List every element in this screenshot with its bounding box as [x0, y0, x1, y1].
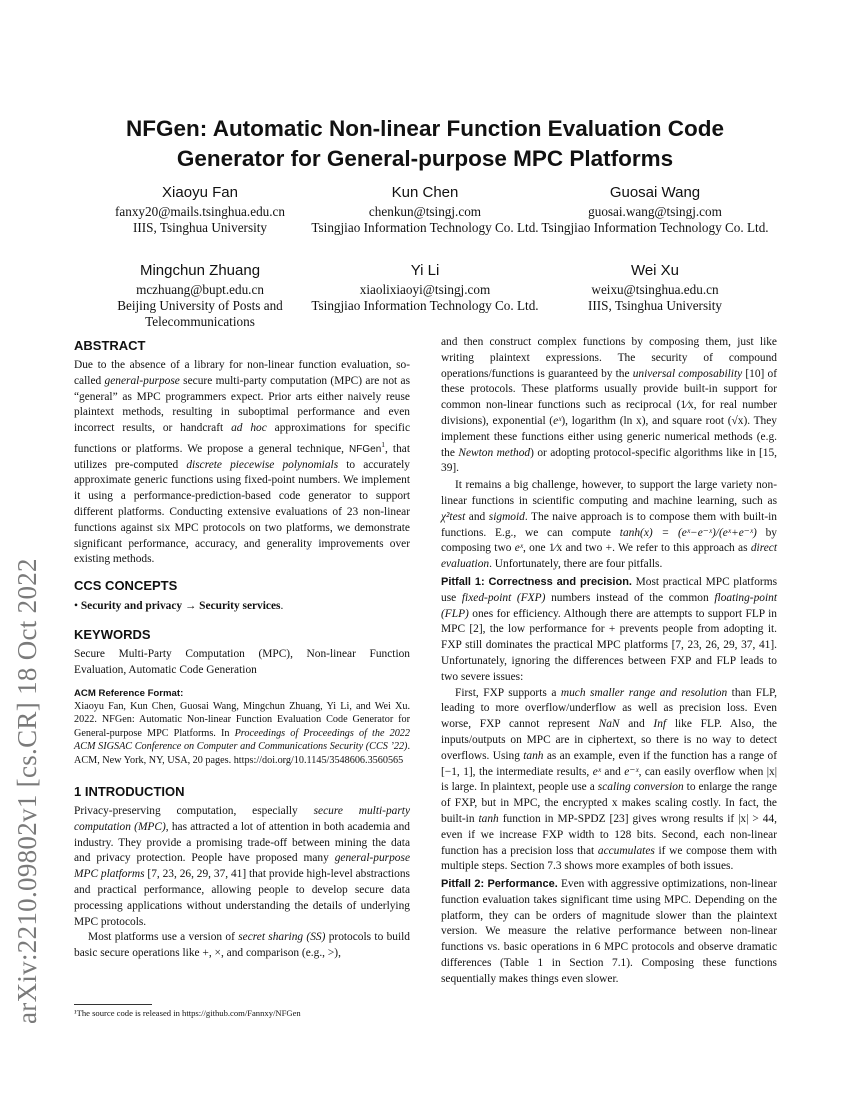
author-block — [305, 184, 545, 236]
text-run: Most platforms use a version of — [88, 931, 239, 944]
text-run: , can easily overflow when |x| is large. In plaintext, people use a — [441, 765, 777, 794]
text-run: ones for efficiency. Although there are attempts to support FLP in MPC [2], the low performance for + prevents people from adopting it. FXP still dominates the practical MPC platforms [7, 23, 26, 29, 37, 41]. Unfortunately, ignoring the differences between FXP and FLP leads to two severe issues: — [441, 607, 777, 683]
text-run: and then construct complex functions by composing them, just like writing plaintext expressions. The security of compound operations/functions is guaranteed by the — [441, 336, 777, 380]
text-run: approximations for specific functions or platforms. We propose a general technique, — [74, 422, 410, 455]
emphasis: scaling conversion — [597, 781, 684, 794]
author-block — [80, 184, 320, 236]
text-run: function in MP-SPDZ [23] gives wrong results if |x| > 44, even if we increase FXP width to 128 bits. Second, each non-linear function has a precision loss that — [441, 812, 777, 857]
text-run: and — [619, 718, 654, 731]
emphasis: fixed-point (FXP) — [461, 591, 546, 604]
text-run: Even with aggressive optimizations, non-linear function evaluation takes significant time using MPC. Depending on the platform, they can be orders of magnitude slower than the plaintext version. We measure the relative performance between non-linear functions vs. basic operations in 6 MPC protocols and observe dramatic differences (Table 1 in Section 7.1). Composing these functions sequentially makes things even slower. — [441, 878, 777, 985]
math: 1⁄x — [680, 399, 694, 412]
author-block — [535, 262, 775, 314]
author-name: Kun Chen — [391, 184, 459, 201]
author-block — [80, 262, 320, 330]
math: tanh — [478, 812, 499, 825]
emphasis: secret sharing (SS) — [238, 931, 326, 944]
text-run: and — [600, 765, 625, 778]
right-column — [441, 335, 777, 988]
body-paragraph — [441, 686, 777, 876]
math: sigmoid — [488, 510, 525, 523]
text-run: [10] of these protocols. These platforms usually provide built-in support for common non-linear functions such as reciprocal ( — [441, 367, 777, 412]
text-run: Due to the absence of a library for non-linear function evaluation, so-called — [74, 359, 410, 387]
ccs-heading: CCS CONCEPTS — [74, 578, 178, 594]
author-name: Mingchun Zhuang — [139, 262, 261, 279]
author-email: mczhuang@bupt.edu.cn — [136, 282, 264, 297]
author-name: Yi Li — [410, 262, 440, 279]
left-column — [74, 338, 410, 962]
author-email: guosai.wang@tsingj.com — [588, 204, 722, 219]
author-email: weixu@tsinghua.edu.cn — [591, 282, 719, 297]
intro-heading: 1 INTRODUCTION — [74, 783, 185, 799]
text-run: and two +. We refer to this approach as — [562, 542, 751, 555]
text-run: than FLP, leading to more overflow/underflow as well as precision loss. Even worse, FXP cannot represent — [441, 686, 777, 731]
bullet: • — [74, 600, 81, 613]
math: eˣ — [553, 414, 562, 427]
body-paragraph — [441, 877, 777, 988]
author-block — [305, 262, 545, 314]
author-affiliation: Tsingjiao Information Technology Co. Ltd. — [541, 220, 769, 235]
intro-paragraph — [74, 930, 410, 962]
keywords-text: Secure Multi-Party Computation (MPC), Non-linear Function Evaluation, Automatic Code Generation — [74, 647, 410, 676]
emphasis: secure multi-party computation (MPC) — [74, 804, 410, 833]
math: Inf — [653, 718, 667, 731]
text-run: ) or adopting protocol-specific algorithms like in [15, 39]. — [441, 446, 778, 475]
emphasis: Proceedings of Proceedings of the 2022 ACM SIGSAC Conference on Computer and Communications Security (CCS ’22) — [74, 727, 410, 753]
ccs-text — [74, 599, 410, 615]
author-affiliation: Tsingjiao Information Technology Co. Ltd. — [311, 220, 539, 235]
emphasis: accumulates — [597, 844, 655, 857]
emphasis: universal composability — [632, 367, 743, 380]
footnote-mark: 1 — [381, 439, 386, 449]
math: eˣ — [514, 542, 523, 555]
text-run: if we compose them with multiple steps. Section 7.3 shows more examples of both issues. — [441, 844, 777, 873]
text-run: , has attracted a lot of attention in both academia and industry. They provide a promising trade-off between mining the data and privacy protection. People have proposed many — [74, 820, 410, 865]
author-affiliation: IIIS, Tsinghua University — [588, 298, 722, 313]
author-name: Guosai Wang — [609, 184, 701, 201]
arxiv-identifier: arXiv:2210.09802v1 [cs.CR] 18 Oct 2022 — [12, 558, 42, 1024]
emphasis: much smaller range and resolution — [560, 686, 728, 699]
math: e⁻ˣ — [624, 765, 639, 778]
text-run: as an example, even if the function has a range of [−1, 1], the intermediate results, — [441, 749, 777, 778]
math: tanh — [523, 749, 544, 762]
emphasis: ad hoc — [231, 422, 267, 435]
keywords-heading: KEYWORDS — [74, 626, 151, 642]
body-paragraph — [441, 478, 777, 573]
intro-paragraph — [74, 804, 410, 930]
footnote-rule — [74, 1004, 152, 1005]
text-run: numbers instead of the common — [545, 591, 715, 604]
text-run: and — [465, 510, 489, 523]
author-affiliation: Tsingjiao Information Technology Co. Ltd. — [311, 298, 539, 313]
text-run: . — [280, 600, 284, 613]
text-run: to enlarge the range of FXP, but in MPC, the encrypted x makes scaling costly. In fact, the built-in — [441, 781, 778, 825]
emphasis: floating-point (FLP) — [441, 591, 778, 620]
pitfall-label: Pitfall 1: Correctness and precision. — [441, 575, 632, 588]
emphasis: Newton method — [458, 446, 531, 459]
ccs-concept: Security and privacy → Security services — [80, 600, 281, 613]
body-paragraph — [441, 575, 777, 686]
emphasis: general-purpose MPC platforms — [74, 852, 410, 881]
text-run: like FLP. Also, the inputs/outputs on MPC are in ciphertext, so there is no way to detect overflows. Using — [441, 718, 777, 762]
author-email: fanxy20@mails.tsinghua.edu.cn — [115, 204, 285, 219]
math: eˣ — [592, 765, 601, 778]
text-run: . Unfortunately, there are four pitfalls. — [489, 558, 663, 571]
author-email: xiaolixiaoyi@tsingj.com — [359, 282, 491, 297]
author-name: Xiaoyu Fan — [162, 184, 238, 201]
author-affiliation: IIIS, Tsinghua University — [133, 220, 267, 235]
author-affiliation: Beijing University of Posts and Telecommunications — [117, 298, 283, 329]
reference-format-text — [74, 700, 410, 767]
text-run: , one — [522, 542, 549, 555]
emphasis: direct evaluation — [441, 542, 777, 571]
text-run: , for real number divisions), exponential ( — [441, 399, 777, 427]
emphasis: discrete piecewise polynomials — [186, 458, 339, 471]
text-run: Xiaoyu Fan, Kun Chen, Guosai Wang, Mingchun Zhuang, Yi Li, and Wei Xu. 2022. NFGen: Automatic Non-linear Function Evaluation Code Generator for General-purpose MPC Platforms. In — [74, 700, 410, 739]
text-run: First, FXP supports a — [455, 686, 561, 699]
footnote: ¹The source code is released in https://github.com/Fannxy/NFGen — [74, 1008, 301, 1018]
author-block — [535, 184, 775, 236]
math: 1⁄x — [548, 542, 563, 555]
math: χ²test — [441, 510, 466, 523]
author-name: Wei Xu — [630, 262, 680, 279]
abstract-text — [74, 358, 410, 568]
text-run: secure multi-party computation (MPC) are not as “general” as MPC programmers expect. Prior arts either naively reuse plaintext methods, resulting in suboptimal performance and even incorrect results, or handcraft — [74, 374, 410, 435]
text-run: . ACM, New York, NY, USA, 20 pages. https://doi.org/10.1145/3548606.3560565 — [74, 741, 410, 766]
text-run: Most practical MPC platforms use — [441, 575, 777, 604]
text-run: ), logarithm (ln x), and square root (√x). They implement these functions either using generic numerical methods (e.g. the — [441, 414, 777, 459]
text-run: It remains a big challenge, however, to support the large variety non-linear functions in scientific computing and machine learning, such as — [441, 479, 777, 507]
text-run: to accurately approximate generic functions using fixed-point numbers. We implement it using a performance-prediction-based code generator to support different platforms. Conducting extensive evaluations of 23 non-linear functions against six MPC protocols on two platforms, we demonstrate significant performance, accuracy, and generality improvements over existing methods. — [74, 458, 410, 566]
text-run: . The naive approach is to compose them with built-in functions. E.g., we can compute — [441, 510, 777, 539]
paper-title: NFGen: Automatic Non-linear Function Evaluation Code Generator for General-purpose MPC Platforms — [126, 116, 724, 171]
nfgen-name: NFGen — [349, 443, 382, 455]
reference-format-label — [74, 687, 410, 700]
text-run: by composing two — [441, 526, 777, 555]
body-paragraph — [441, 335, 777, 477]
text-run: [7, 23, 26, 29, 37, 41] that provide high-level abstractions and practical performance, allowing people to develop secure data processing applications without understanding the details of underlying MPC protocols. — [74, 868, 410, 928]
label: ACM Reference Format: — [74, 687, 184, 699]
emphasis: general-purpose — [104, 374, 180, 387]
math: tanh(x) = (eˣ−e⁻ˣ)/(eˣ+e⁻ˣ) — [619, 526, 757, 539]
text-run: protocols to build basic secure operations like +, ×, and comparison (e.g., >), — [74, 931, 410, 960]
text-run: Privacy-preserving computation, especially — [74, 804, 314, 817]
text-run: , that utilizes pre-computed — [74, 442, 410, 471]
author-email: chenkun@tsingj.com — [368, 204, 482, 219]
math: NaN — [598, 718, 620, 731]
pitfall-label: Pitfall 2: Performance. — [441, 878, 558, 891]
abstract-heading: ABSTRACT — [74, 338, 146, 353]
